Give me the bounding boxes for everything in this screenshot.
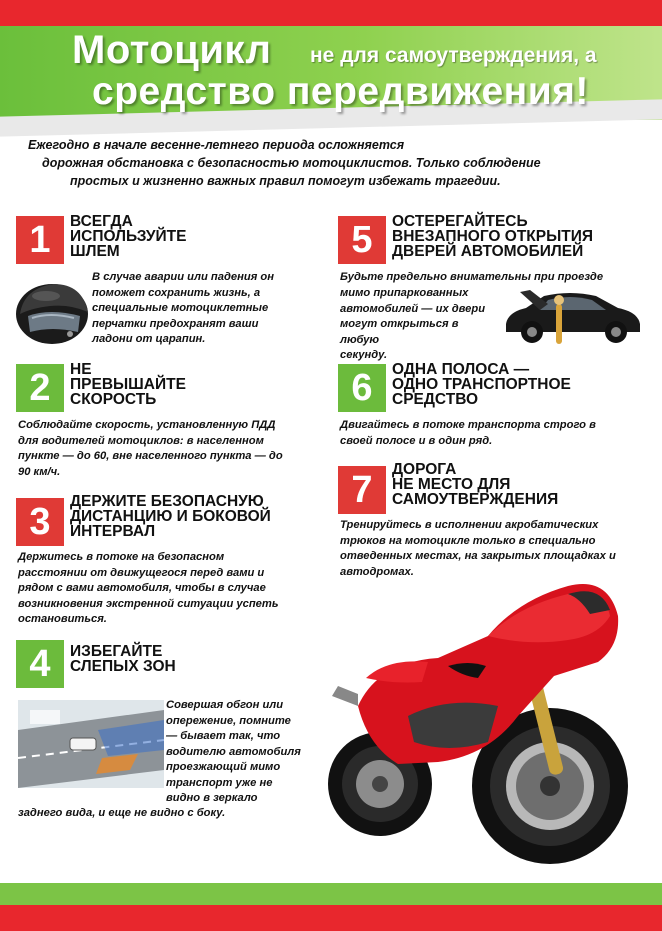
- rule-6-text: [340, 418, 640, 449]
- rule-2-heading-2: ПРЕВЫШАЙТЕ: [70, 376, 186, 393]
- rule-1-text: [92, 270, 310, 348]
- rule-2-heading-3: СКОРОСТЬ: [70, 391, 157, 408]
- rule-5-text: [340, 286, 500, 364]
- rule-6-line: своей полосе и в один ряд.: [340, 434, 493, 447]
- rule-3-line: Держитесь в потоке на безопасном: [18, 551, 225, 563]
- rule-5-line: могут открыться в любую: [340, 318, 459, 346]
- footer-red-stripe: [0, 905, 662, 931]
- rule-4-heading-2: СЛЕПЫХ ЗОН: [70, 658, 176, 675]
- rule-4-line: водителю автомобиля: [166, 745, 301, 758]
- motorcycle-icon: [318, 566, 658, 884]
- rule-6-heading-1: ОДНА ПОЛОСА —: [392, 361, 530, 378]
- intro-line-2: дорожная обстановка с безопасностью мотоциклистов. Только соблюдение: [42, 156, 541, 170]
- rule-2-line: для водителей мотоциклов: в населенном: [18, 434, 264, 447]
- rule-5-line: секунду.: [340, 349, 388, 361]
- rule-7-line: отведенных местах, на закрытых площадках и: [340, 550, 616, 562]
- rule-3-heading-2: ДИСТАНЦИЮ И БОКОВОЙ: [70, 508, 271, 525]
- car-icon: [500, 284, 644, 348]
- rule-5-heading-3: ДВЕРЕЙ АВТОМОБИЛЕЙ: [392, 243, 584, 260]
- rule-7-heading-2: НЕ МЕСТО ДЛЯ: [392, 476, 511, 493]
- rule-4-last-line: заднего вида, и еще не видно с боку.: [18, 807, 226, 819]
- rule-3-heading-3: ИНТЕРВАЛ: [70, 523, 156, 540]
- rule-4-number: 4: [16, 640, 64, 688]
- intro-line-1: Ежегодно в начале весенне-летнего периода осложняется: [28, 138, 405, 152]
- road-diagram-icon: [18, 700, 164, 788]
- rule-4-text: [166, 698, 310, 807]
- intro-line-3: простых и жизненно важных правил помогут избежать трагедии.: [70, 174, 501, 188]
- rule-2-number: 2: [16, 364, 64, 412]
- rule-1-line: специальные мотоциклетные: [92, 302, 269, 314]
- footer-green-stripe: [0, 883, 662, 905]
- rule-3-number: 3: [16, 498, 64, 546]
- rule-4-line: опережение, помните: [166, 714, 291, 727]
- rule-3-line: расстоянии от движущегося перед вами и: [18, 566, 265, 579]
- rule-3-line: рядом с вами автомобиля, чтобы в случае: [18, 582, 266, 594]
- rule-4-line: Совершая обгон или: [166, 699, 284, 711]
- rule-1-heading-3: ШЛЕМ: [70, 243, 120, 260]
- rule-7-line: Тренируйтесь в исполнении акробатических: [340, 519, 599, 531]
- rule-5-line: автомобилей — их двери: [340, 302, 486, 315]
- rule-1-number: 1: [16, 216, 64, 264]
- rule-2-text: [18, 418, 310, 480]
- rule-6-heading-3: СРЕДСТВО: [392, 391, 479, 408]
- rule-6-line: Двигайтесь в потоке транспорта строго в: [340, 419, 596, 431]
- rule-7-heading-3: САМОУТВЕРЖДЕНИЯ: [392, 491, 559, 508]
- helmet-icon: [10, 272, 92, 348]
- rule-5-heading-1: ОСТЕРЕГАЙТЕСЬ: [392, 213, 528, 230]
- rule-4-line: транспорт уже не: [166, 776, 273, 789]
- rule-4-heading-1: ИЗБЕГАЙТЕ: [70, 643, 163, 660]
- rule-7-number: 7: [338, 466, 386, 514]
- rule-2-line: 90 км/ч.: [18, 465, 61, 478]
- title-subtitle: не для самоутверждения, а: [310, 44, 597, 67]
- rule-3-text: [18, 550, 310, 628]
- rule-5-line: мимо припаркованных: [340, 287, 469, 299]
- rule-7-heading-1: ДОРОГА: [392, 461, 457, 478]
- rule-7-line: автодромах.: [340, 565, 414, 578]
- title-second-line: средство передвижения!: [92, 70, 589, 113]
- rule-2-line: пункте — до 60, вне населенного пункта — до: [18, 450, 283, 462]
- rule-1-heading-1: ВСЕГДА: [70, 213, 133, 230]
- rule-5-first-line: Будьте предельно внимательны при проезде: [340, 271, 604, 283]
- rule-5-number: 5: [338, 216, 386, 264]
- rule-7-line: трюков на мотоцикле только в специально: [340, 534, 596, 547]
- rule-6-number: 6: [338, 364, 386, 412]
- title-motorcycle: Мотоцикл: [72, 28, 272, 72]
- rule-5-heading-2: ВНЕЗАПНОГО ОТКРЫТИЯ: [392, 228, 594, 245]
- rule-1-line: ладони от царапин.: [92, 333, 206, 345]
- rule-2-line: Соблюдайте скорость, установленную ПДД: [18, 419, 276, 431]
- rule-4-line: проезжающий мимо: [166, 761, 281, 773]
- rule-6-heading-2: ОДНО ТРАНСПОРТНОЕ: [392, 376, 571, 393]
- rule-1-line: поможет сохранить жизнь, а: [92, 286, 261, 299]
- rule-3-line: остановиться.: [18, 613, 107, 625]
- rule-1-heading-2: ИСПОЛЬЗУЙТЕ: [70, 228, 187, 245]
- rule-2-heading-1: НЕ: [70, 361, 92, 378]
- rule-3-heading-1: ДЕРЖИТЕ БЕЗОПАСНУЮ: [70, 493, 264, 510]
- rule-4-line: видно в зеркало: [166, 792, 258, 804]
- header-red-stripe: [0, 0, 662, 26]
- rule-1-line: перчатки предохранят ваши: [92, 317, 259, 330]
- rule-1-line: В случае аварии или падения он: [92, 271, 274, 283]
- rule-4-line: — бывает так, что: [166, 730, 281, 742]
- rule-3-line: возникновения экстренной ситуации успеть: [18, 597, 279, 610]
